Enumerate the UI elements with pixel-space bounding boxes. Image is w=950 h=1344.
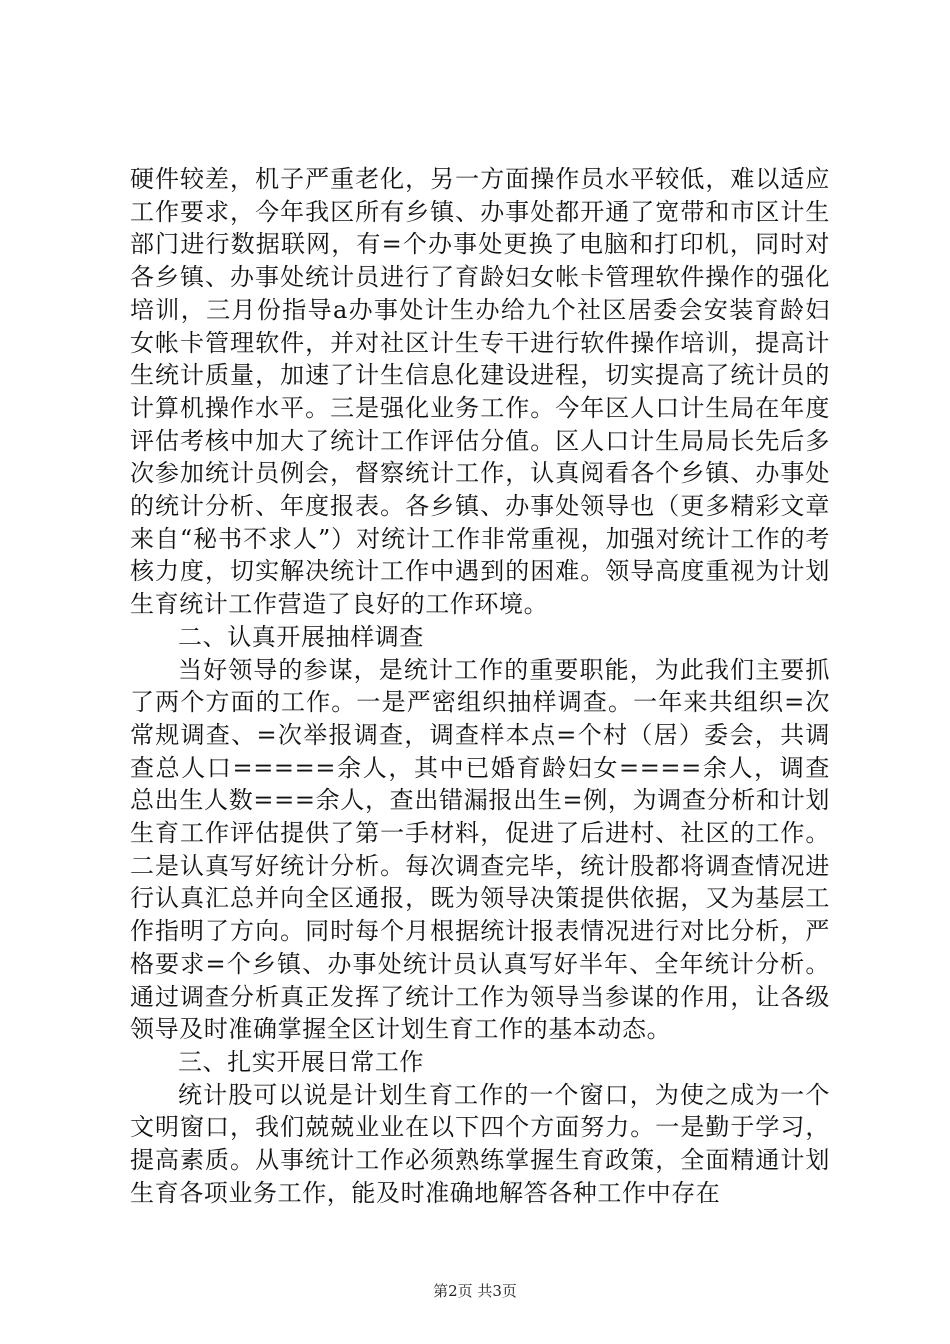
section-heading-2: 二、认真开展抽样调查: [178, 622, 424, 651]
document-body: [130, 163, 830, 1210]
paragraph-2: 当好领导的参谋，是统计工作的重要职能，为此我们主要抓了两个方面的工作。一是严密组织抽样调查。一年来共组织=次常规调查、=次举报调查，调查样本点=个村（居）委会，共调查总人口=====余人，其中已婚育龄妇女====余人，调查总出生人数===余人，查出错漏报出生=例，为调查分析和计划生育工作评估提供了第一手材料，促进了后进村、社区的工作。二是认真写好统计分析。每次调查完毕，统计股都将调查情况进行认真汇总并向全区通报，既为领导决策提供依据，又为基层工作指明了方向。同时每个月根据统计报表情况进行对比分析，严格要求=个乡镇、办事处统计员认真写好半年、全年统计分析。通过调查分析真正发挥了统计工作为领导当参谋的作用，让各级领导及时准确掌握全区计划生育工作的基本动态。: [130, 655, 830, 1044]
section-heading-3: 三、扎实开展日常工作: [178, 1047, 424, 1076]
paragraph-3: 统计股可以说是计划生育工作的一个窗口，为使之成为一个文明窗口，我们兢兢业业在以下四个方面努力。一是勤于学习，提高素质。从事统计工作必须熟练掌握生育政策，全面精通计划生育各项业务工作，能及时准确地解答各种工作中存在: [130, 1080, 830, 1207]
paragraph-1: 硬件较差，机子严重老化，另一方面操作员水平较低，难以适应工作要求，今年我区所有乡镇、办事处都开通了宽带和市区计生部门进行数据联网，有=个办事处更换了电脑和打印机，同时对各乡镇、办事处统计员进行了育龄妇女帐卡管理软件操作的强化培训，三月份指导a办事处计生办给九个社区居委会安装育龄妇女帐卡管理软件，并对社区计生专干进行软件操作培训，提高计生统计质量，加速了计生信息化建设进程，切实提高了统计员的计算机操作水平。三是强化业务工作。今年区人口计生局在年度评估考核中加大了统计工作评估分值。区人口计生局局长先后多次参加统计员例会，督察统计工作，认真阅看各个乡镇、办事处的统计分析、年度报表。各乡镇、办事处领导也（更多精彩文章来自“秘书不求人”）对统计工作非常重视，加强对统计工作的考核力度，切实解决统计工作中遇到的困难。领导高度重视为计划生育统计工作营造了良好的工作环境。: [130, 165, 830, 619]
page-number-footer: 第2页 共3页: [433, 1282, 517, 1300]
